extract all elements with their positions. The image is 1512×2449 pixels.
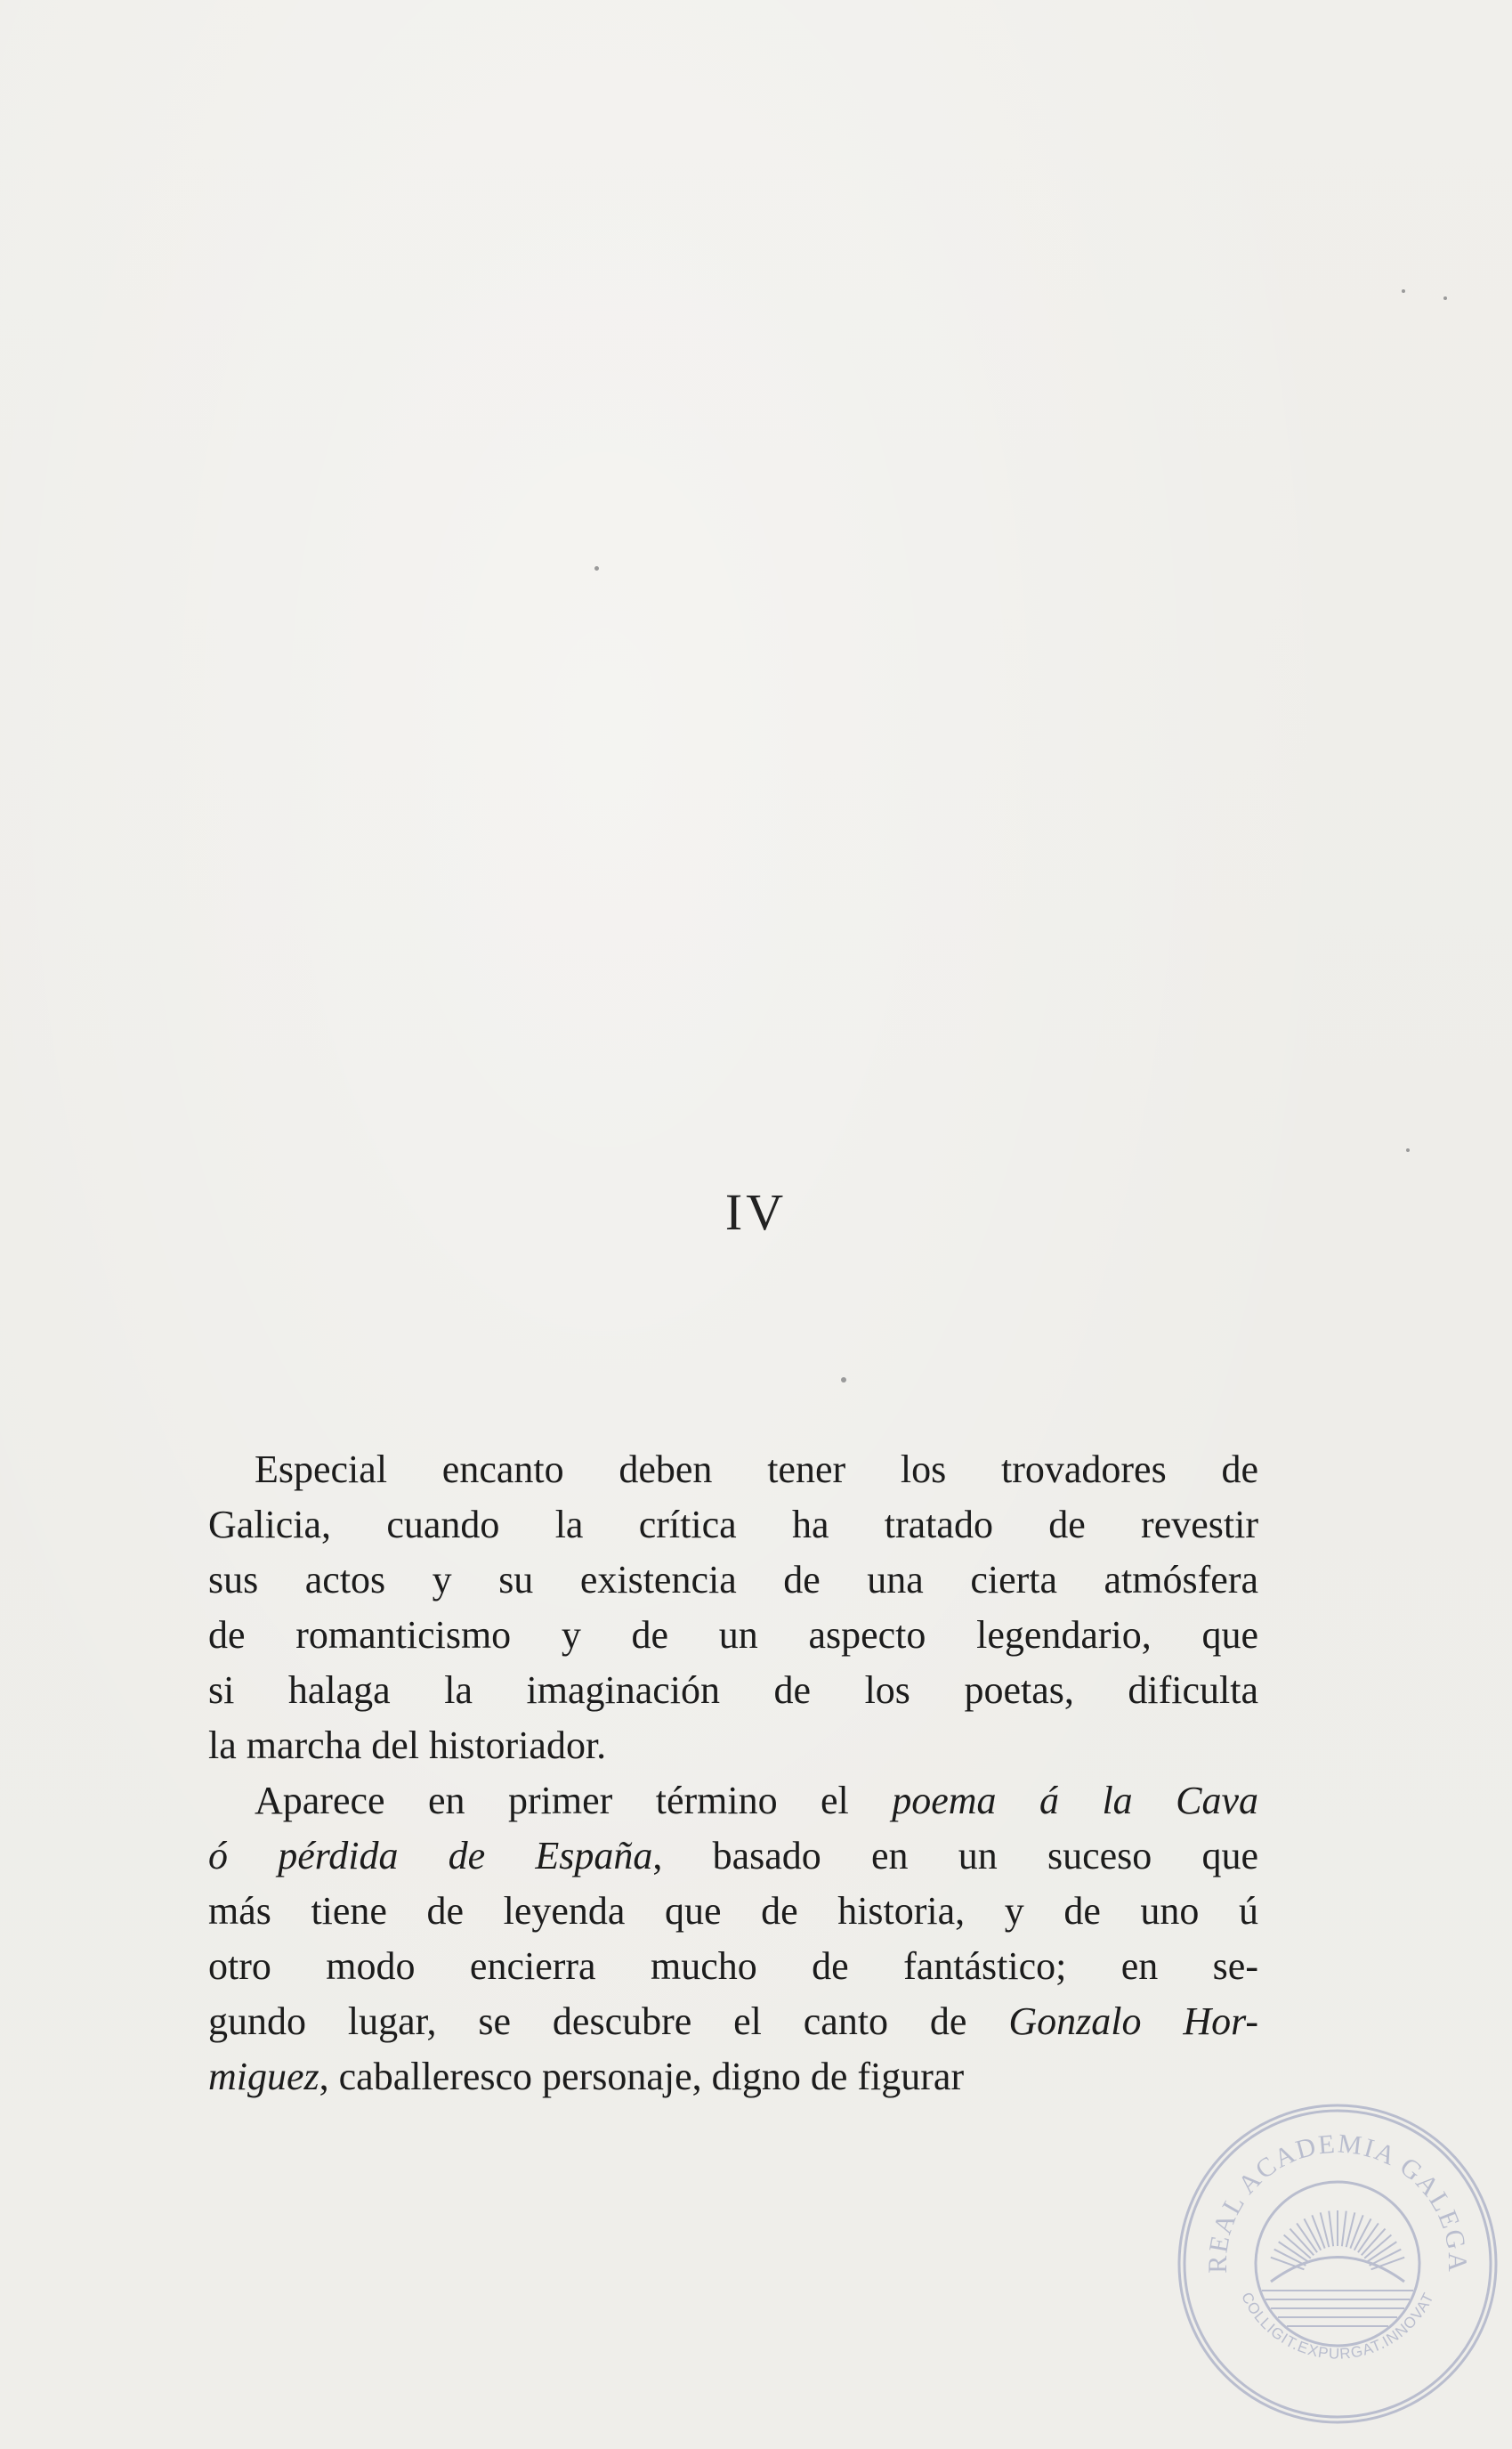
library-stamp [1173, 2099, 1502, 2429]
italic-title: Gonzalo Hor- [1008, 1999, 1258, 2043]
text-line [208, 1442, 1258, 1497]
text-line [208, 1608, 1258, 1663]
text-segment: otro modo encierra mucho de fantástico; en se- [208, 1944, 1258, 1988]
stamp-sun-icon [1262, 2210, 1413, 2326]
italic-title: poema á la Cava [892, 1779, 1258, 1822]
text-line [208, 1553, 1258, 1608]
stamp-bottom-text: COLLIGIT.EXPURGAT.INNOVAT [1238, 2289, 1437, 2363]
paper-speck [1402, 289, 1405, 293]
text-line [208, 1718, 1258, 1773]
text-segment: Galicia, cuando la crítica ha tratado de revestir [208, 1503, 1258, 1546]
text-segment: , caballeresco personaje, digno de figurar [319, 2055, 965, 2098]
paper-speck [1443, 296, 1447, 300]
text-line [208, 2049, 1258, 2104]
text-line [208, 1939, 1258, 1994]
text-segment: la marcha del historiador. [208, 1723, 607, 1767]
text-line [208, 1884, 1258, 1939]
body-text [208, 1442, 1258, 2104]
stamp-top-text: REAL ACADEMIA GALEGA [1202, 2129, 1473, 2274]
italic-title: ó pérdida de España [208, 1834, 653, 1877]
paper-speck [841, 1377, 846, 1383]
paper-speck [1406, 1148, 1410, 1152]
text-line [208, 1497, 1258, 1553]
text-segment: más tiene de leyenda que de historia, y de uno ú [208, 1889, 1258, 1933]
text-segment: sus actos y su existencia de una cierta atmósfera [208, 1558, 1258, 1602]
text-segment: si halaga la imaginación de los poetas, dificulta [208, 1668, 1258, 1712]
text-segment: , basado en un suceso que [652, 1834, 1258, 1877]
text-line [208, 1829, 1258, 1884]
text-segment: Aparece en primer término el [255, 1779, 893, 1822]
text-segment: gundo lugar, se descubre el canto de [208, 1999, 1009, 2043]
text-line [208, 1663, 1258, 1718]
paper-speck [594, 566, 599, 571]
text-line [208, 1994, 1258, 2049]
text-segment: de romanticismo y de un aspecto legendario, que [208, 1613, 1258, 1657]
text-line [208, 1773, 1258, 1829]
italic-title: miguez [208, 2055, 319, 2098]
text-segment: Especial encanto deben tener los trovadores de [255, 1448, 1258, 1491]
chapter-number: IV [724, 1183, 788, 1241]
